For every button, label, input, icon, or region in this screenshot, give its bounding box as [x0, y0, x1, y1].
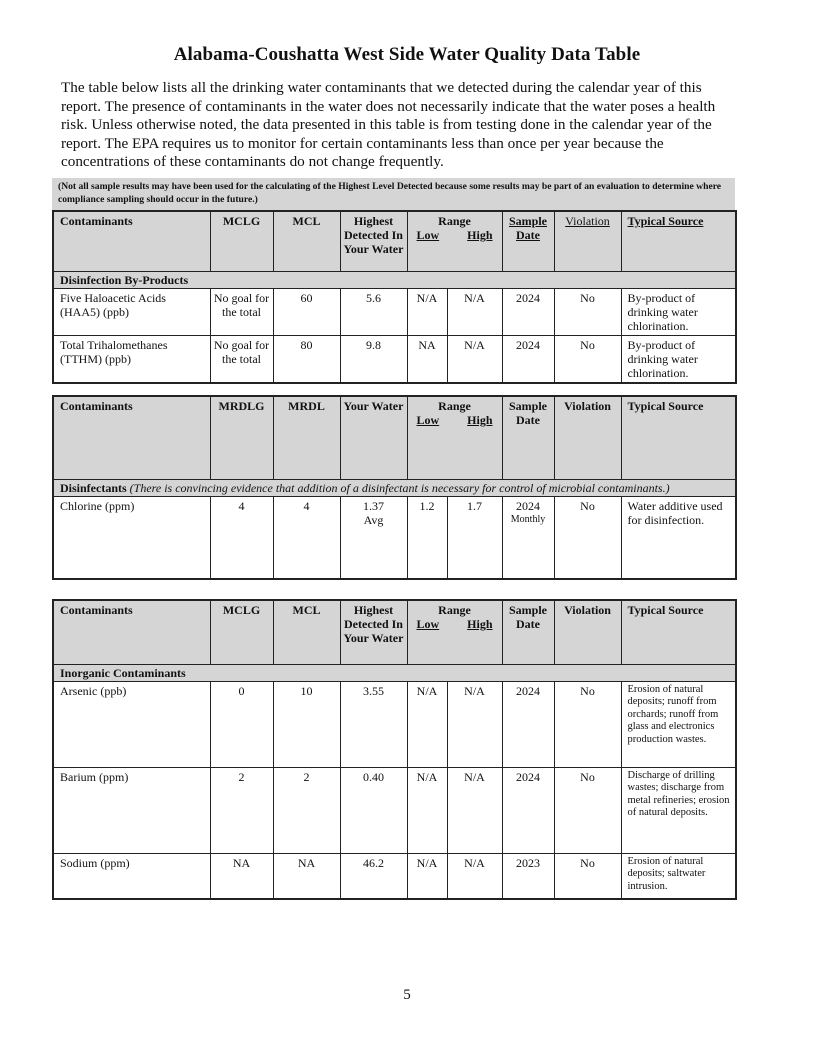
highest-value: 3.55	[340, 681, 407, 767]
mclg-value: No goal for the total	[210, 335, 273, 383]
category-note: (There is convincing evidence that addition of a disinfectant is necessary for control of microbial contaminants.)	[129, 480, 670, 495]
mrdl-value: 4	[273, 496, 340, 579]
col-header-typical-source: Typical Source	[621, 396, 736, 479]
range-low-value: N/A	[407, 288, 447, 335]
col-header-mrdl: MRDL	[273, 396, 340, 479]
mrdlg-value: 4	[210, 496, 273, 579]
col-header-range	[407, 211, 502, 271]
col-header-highest: Highest Detected In Your Water	[340, 211, 407, 271]
col-header-typical-source: Typical Source	[621, 600, 736, 664]
range-low-label: Low	[416, 228, 440, 242]
category-label: Disinfection By-Products	[53, 271, 736, 288]
violation-value: No	[554, 496, 621, 579]
range-low-value: N/A	[407, 853, 447, 899]
violation-value: No	[554, 681, 621, 767]
col-header-your-water: Your Water	[340, 396, 407, 479]
disinfectants-table	[52, 395, 737, 580]
range-high-value: N/A	[447, 767, 502, 853]
typical-source-value: Erosion of natural deposits; saltwater intrusion.	[621, 853, 736, 899]
page-number: 5	[403, 987, 411, 1003]
col-header-range	[407, 600, 502, 664]
sample-date-frequency: Monthly	[510, 513, 546, 525]
col-header-violation: Violation	[554, 211, 621, 271]
range-high-label: High	[467, 413, 493, 427]
sampling-note: (Not all sample results may have been used for the calculating of the Highest Level Detected because some results may be part of an evaluation to determine where compliance sampling should occur in the future.)	[52, 178, 735, 210]
col-header-mrdlg: MRDLG	[210, 396, 273, 479]
range-high-value: 1.7	[447, 496, 502, 579]
sample-date-value: 2024	[502, 335, 554, 383]
mclg-value: 0	[210, 681, 273, 767]
col-header-mclg: MCLG	[210, 211, 273, 271]
table-row	[53, 288, 736, 335]
category-label	[53, 479, 736, 496]
range-label: Range	[438, 399, 471, 413]
mcl-value: 2	[273, 767, 340, 853]
contaminant-name: Sodium (ppm)	[53, 853, 210, 899]
mcl-value: 60	[273, 288, 340, 335]
contaminant-name: Five Haloacetic Acids (HAA5) (ppb)	[53, 288, 210, 335]
contaminant-name: Chlorine (ppm)	[53, 496, 210, 579]
col-header-sample-date: Sample Date	[502, 396, 554, 479]
disinfection-byproducts-table	[52, 210, 737, 384]
range-high-value: N/A	[447, 681, 502, 767]
range-label: Range	[438, 214, 471, 228]
highest-value: 9.8	[340, 335, 407, 383]
col-header-contaminants: Contaminants	[53, 396, 210, 479]
contaminant-name: Barium (ppm)	[53, 767, 210, 853]
inorganic-contaminants-table	[52, 599, 737, 900]
category-label: Inorganic Contaminants	[53, 664, 736, 681]
mcl-value: 80	[273, 335, 340, 383]
col-header-mcl: MCL	[273, 211, 340, 271]
mclg-value: NA	[210, 853, 273, 899]
range-high-value: N/A	[447, 853, 502, 899]
col-header-sample-date: Sample Date	[502, 600, 554, 664]
typical-source-value: Erosion of natural deposits; runoff from orchards; runoff from glass and electronics production wastes.	[621, 681, 736, 767]
table-row	[53, 335, 736, 383]
range-low-label: Low	[416, 617, 440, 631]
col-header-typical-source: Typical Source	[621, 211, 736, 271]
violation-value: No	[554, 767, 621, 853]
range-low-label: Low	[416, 413, 440, 427]
sample-date-value: 2024	[502, 681, 554, 767]
sample-date-year: 2024	[516, 498, 541, 513]
col-header-contaminants: Contaminants	[53, 600, 210, 664]
your-water-number: 1.37	[363, 498, 384, 513]
table-row	[53, 853, 736, 899]
highest-value: 5.6	[340, 288, 407, 335]
typical-source-value: Discharge of drilling wastes; discharge from metal refineries; erosion of natural deposits.	[621, 767, 736, 853]
contaminant-name: Total Trihalomethanes (TTHM) (ppb)	[53, 335, 210, 383]
range-high-value: N/A	[447, 335, 502, 383]
range-high-label: High	[467, 228, 493, 242]
range-high-value: N/A	[447, 288, 502, 335]
mcl-value: 10	[273, 681, 340, 767]
range-low-value: 1.2	[407, 496, 447, 579]
range-low-value: NA	[407, 335, 447, 383]
table-row	[53, 496, 736, 579]
col-header-violation: Violation	[554, 396, 621, 479]
typical-source-value: By-product of drinking water chlorination.	[621, 335, 736, 383]
table-row	[53, 767, 736, 853]
contaminant-name: Arsenic (ppb)	[53, 681, 210, 767]
range-high-label: High	[467, 617, 493, 631]
highest-value: 0.40	[340, 767, 407, 853]
mcl-value: NA	[273, 853, 340, 899]
col-header-violation: Violation	[554, 600, 621, 664]
typical-source-value: Water additive used for disinfection.	[621, 496, 736, 579]
intro-paragraph: The table below lists all the drinking water contaminants that we detected during the calendar year of this report. The presence of contaminants in the water does not necessarily indicate that the water poses a health risk. Unless otherwise noted, the data presented in this table is from testing done in the calendar year of the report. The EPA requires us to monitor for certain contaminants less than once per year because the concentrations of these contaminants do not change frequently.	[61, 79, 716, 171]
highest-value: 46.2	[340, 853, 407, 899]
range-low-value: N/A	[407, 681, 447, 767]
page-title: Alabama-Coushatta West Side Water Quality Data Table	[173, 44, 641, 65]
typical-source-value: By-product of drinking water chlorination.	[621, 288, 736, 335]
category-name: Disinfectants	[60, 480, 127, 495]
sample-date-value: 2024	[502, 288, 554, 335]
your-water-sub: Avg	[363, 512, 384, 527]
sample-date-value: 2023	[502, 853, 554, 899]
table-row	[53, 681, 736, 767]
range-label: Range	[438, 603, 471, 617]
violation-value: No	[554, 288, 621, 335]
mclg-value: No goal for the total	[210, 288, 273, 335]
col-header-contaminants: Contaminants	[53, 211, 210, 271]
violation-value: No	[554, 853, 621, 899]
col-header-mcl: MCL	[273, 600, 340, 664]
col-header-mclg: MCLG	[210, 600, 273, 664]
col-header-range	[407, 396, 502, 479]
sample-date-value	[502, 496, 554, 579]
col-header-highest: Highest Detected In Your Water	[340, 600, 407, 664]
sample-date-value: 2024	[502, 767, 554, 853]
your-water-value	[340, 496, 407, 579]
col-header-sample-date: Sample Date	[502, 211, 554, 271]
mclg-value: 2	[210, 767, 273, 853]
violation-value: No	[554, 335, 621, 383]
range-low-value: N/A	[407, 767, 447, 853]
